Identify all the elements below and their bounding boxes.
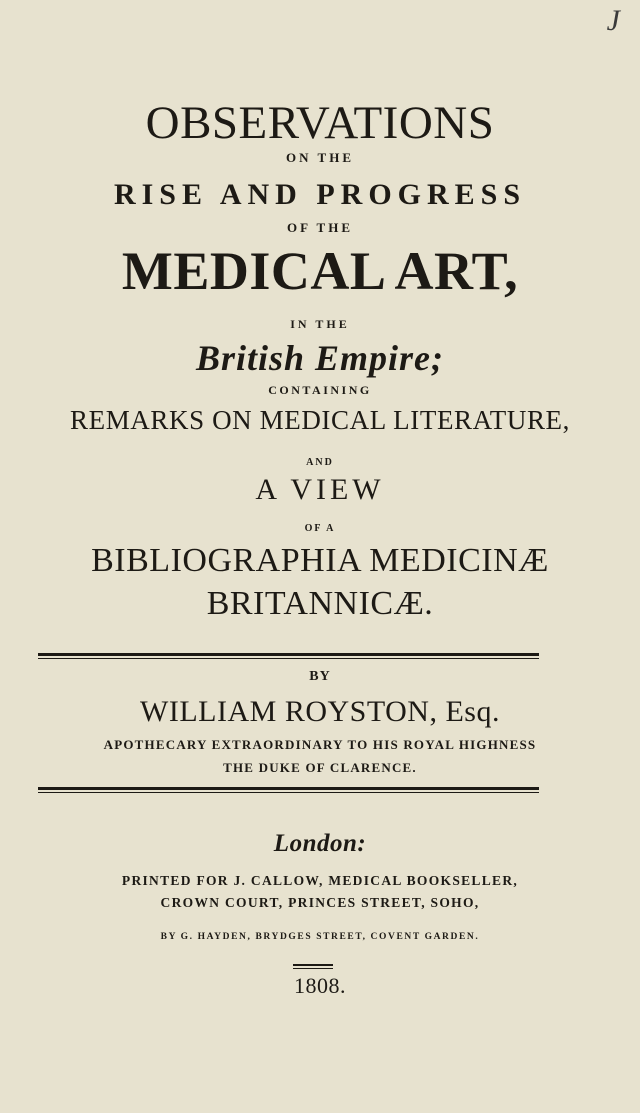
- and-line: AND: [306, 457, 334, 468]
- medical-art-heading: MEDICAL ART,: [121, 241, 519, 301]
- year-rule-thin: [293, 968, 333, 969]
- bottom-double-rule: [38, 787, 539, 790]
- remarks-line: REMARKS ON MEDICAL LITERATURE,: [70, 405, 570, 435]
- bibliographia-line: BIBLIOGRAPHIA MEDICINÆ: [91, 542, 549, 579]
- imprint-printed-for: PRINTED FOR J. CALLOW, MEDICAL BOOKSELLER,: [121, 873, 519, 888]
- a-view-line: A VIEW: [255, 473, 385, 506]
- author-name: WILLIAM ROYSTON, Esq.: [140, 695, 500, 728]
- of-a-line: OF A: [304, 523, 336, 534]
- imprint-year: 1808.: [294, 973, 346, 998]
- by-line: BY: [309, 669, 331, 684]
- top-double-rule: [38, 653, 539, 656]
- top-double-rule-thin: [38, 658, 539, 659]
- bottom-double-rule-thin: [38, 792, 539, 793]
- imprint-address: CROWN COURT, PRINCES STREET, SOHO,: [160, 895, 480, 910]
- corner-mark: J: [606, 4, 620, 37]
- of-the-line: OF THE: [286, 220, 354, 235]
- imprint-printer: BY G. HAYDEN, BRYDGES STREET, COVENT GARDEN.: [160, 932, 480, 942]
- containing-line: CONTAINING: [268, 383, 372, 397]
- main-title: OBSERVATIONS: [145, 97, 495, 149]
- in-the-line: IN THE: [290, 317, 350, 331]
- author-role-line1: APOTHECARY EXTRAORDINARY TO HIS ROYAL HIGHNESS: [103, 737, 537, 752]
- year-rule: [293, 964, 333, 966]
- britannicae-line: BRITANNICÆ.: [206, 585, 434, 622]
- imprint-city: London:: [273, 830, 367, 857]
- on-the-line: ON THE: [286, 150, 354, 165]
- british-empire-heading: British Empire;: [195, 338, 445, 378]
- rise-and-progress: RISE AND PROGRESS: [113, 178, 527, 211]
- author-role-line2: THE DUKE OF CLARENCE.: [223, 760, 417, 775]
